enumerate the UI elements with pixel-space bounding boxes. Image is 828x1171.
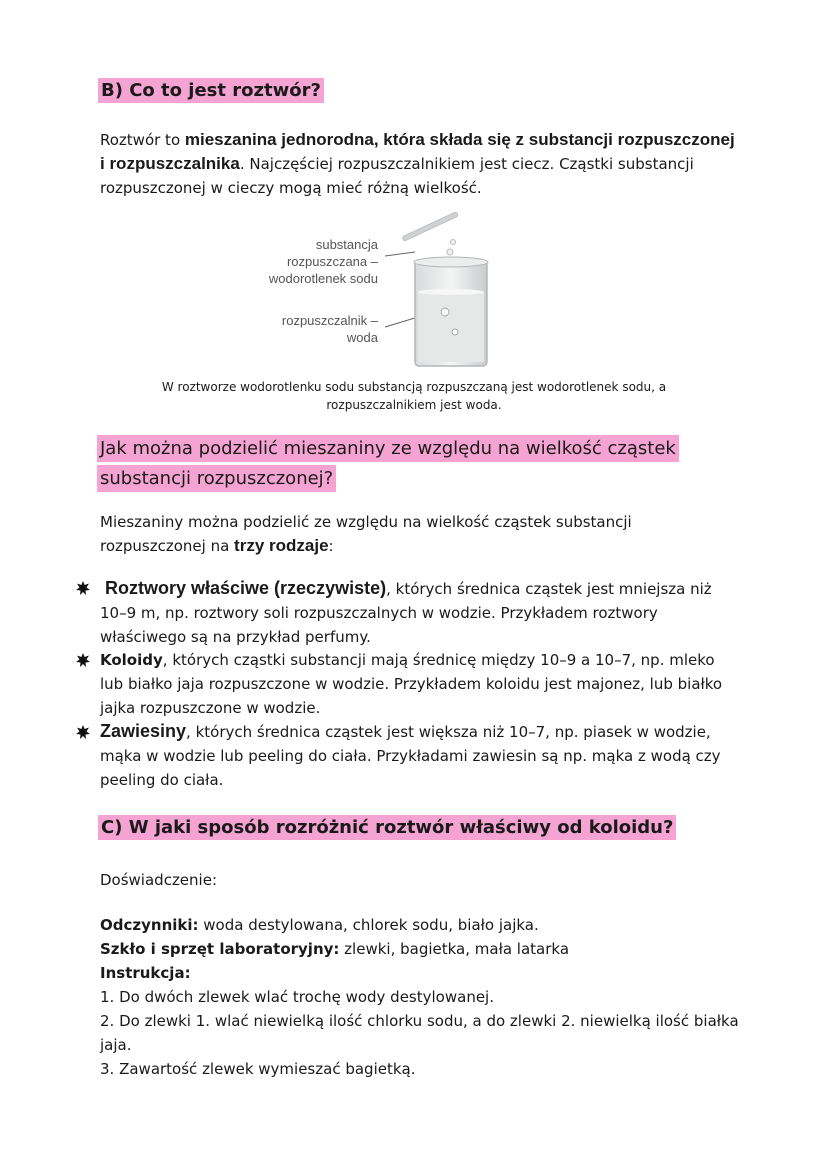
beaker-figure xyxy=(250,212,510,382)
section-c-heading: C) W jaki sposób rozróżnić roztwór właściwy od koloidu? xyxy=(98,817,676,838)
reagents-line: Odczynniki: woda destylowana, chlorek sodu, biało jajka. xyxy=(100,916,539,934)
list-item: Roztwory właściwe (rzeczywiste), których średnica cząstek jest mniejsza niż 10–9 m, np. roztwory soli rozpuszczalnych w wodzie. Przykładem roztwory właściwego są na przykład perfumy. xyxy=(100,578,712,646)
section-b-heading: B) Co to jest roztwór? xyxy=(98,80,324,101)
list-item: Koloidy, których cząstki substancji mają średnicę między 10–9 a 10–7, np. mleko lub białko jaja rozpuszczone w wodzie. Przykładem koloidu jest majonez, lub białko jajka rozpuszczone w wodzie. xyxy=(100,651,723,717)
step-1: 1. Do dwóch zlewek wlać trochę wody destylowanej. xyxy=(100,988,494,1006)
bullet-icon xyxy=(75,652,91,668)
experiment-label: Doświadczenie: xyxy=(100,871,217,889)
solute-label: substancja rozpuszczana – wodorotlenek sodu xyxy=(268,237,378,286)
instructions-label: Instrukcja: xyxy=(100,964,191,982)
mixtures-heading: Jak można podzielić mieszaniny ze względu na wielkość cząstek substancji rozpuszczonej? xyxy=(97,434,737,494)
bullet-icon xyxy=(75,580,91,596)
glassware-line: Szkło i sprzęt laboratoryjny: zlewki, bagietka, mała latarka xyxy=(100,940,570,958)
section-b-intro: Roztwór to mieszanina jednorodna, która składa się z substancji rozpuszczonej i rozpuszczalnika. Najczęściej rozpuszczalnikiem jest ciecz. Cząstki substancji rozpuszczonej w cieczy mogą mieć różną wielkość. xyxy=(100,130,735,197)
bullet-icon xyxy=(75,724,91,740)
step-3: 3. Zawartość zlewek wymieszać bagietką. xyxy=(100,1060,416,1078)
mixtures-intro: Mieszaniny można podzielić ze względu na wielkość cząstek substancji rozpuszczonej na trzy rodzaje: xyxy=(100,513,632,555)
beaker-illustration xyxy=(250,212,510,382)
solvent-label: rozpuszczalnik – woda xyxy=(281,313,378,345)
list-item: Zawiesiny, których średnica cząstek jest większa niż 10–7, np. piasek w wodzie, mąka w wodzie lub peeling do ciała. Przykładami zawiesin są np. mąka z wodą czy peeling do ciała. xyxy=(100,721,721,789)
step-2: 2. Do zlewki 1. wlać niewielką ilość chlorku sodu, a do zlewki 2. niewielką ilość białka jaja. xyxy=(100,1012,739,1054)
figure-caption: W roztworze wodorotlenku sodu substancją rozpuszczaną jest wodorotlenek sodu, a rozpuszczalnikiem jest woda. xyxy=(161,380,667,412)
